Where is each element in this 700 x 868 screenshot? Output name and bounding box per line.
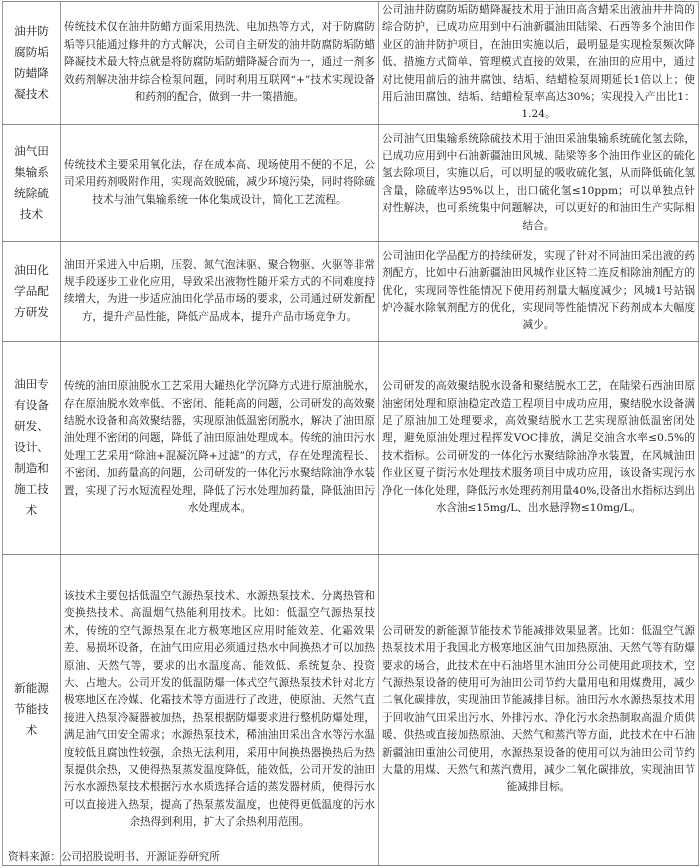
table-row xyxy=(3,2,699,125)
technology-name: 油气田集输系统除硫技术 xyxy=(3,124,61,241)
technology-name: 新能源节能技术 xyxy=(3,554,61,865)
technology-comparison-table xyxy=(2,1,699,866)
traditional-technology-description: 油田开采进入中后期，压裂、氮气泡沫驱、聚合物驱、火驱等非常规手段逐步工业化应用，导致采出液物性随开采方式的不同难度持续增大，为进一步适应油田化学品市场的要求，公司通过研发新配方，提升产品性能，降低产品成本，提升产品市场竞争力。 xyxy=(61,241,379,341)
company-application-description: 公司研发的高效聚结脱水设备和聚结脱水工艺，在陆梁石西油田原油密闭处理和原油稳定改造工程项目中成功应用，聚结脱水设备满足了原油加工处理要求，高效聚结脱水工艺实现原油低温密闭处理，避免原油处理过程挥发VOC排放，满足交油含水率≤0.5%的技术指标。公司研发的一体化污水聚结除油净水装置，在风城油田作业区夏子街污水处理技术服务项目中成功应用，该设备实现污水净化一体化处理，降低污水处理药剂用量40%,设备出水指标达到出水含油≤15mg/L、出水悬浮物≤10mg/L。 xyxy=(379,341,699,554)
company-application-description: 公司油气田集输系统除硫技术用于油田采油集输系统硫化氢去除，已成功应用到中石油新疆油田风城、陆梁等多个油田作业区的硫化氢去除项目，实施以后，可以明显的吸收硫化氢，从而降低硫化氢含量，除硫率达95%以上，出口硫化氢≤10ppm；可以单独点针对性解决，也可系统集中问题解决，可以更好的和油田生产实际相结合。 xyxy=(379,124,699,241)
company-application-description: 公司油田化学品配方的持续研发，实现了针对不同油田采出液的药剂配方，比如中石油新疆油田风城作业区特二连反相除油剂配方的优化，实现同等性能情况下使用药剂量大幅度减少；风城1号站锅炉冷凝水除氧剂配方的优化，实现同等性能情况下药剂成本大幅度减少。 xyxy=(379,241,699,341)
company-application-description: 公司研发的新能源节能技术节能减排效果显著。比如：低温空气源热泵技术用于我国北方极寒地区油气田加热原油、天然气等有防爆要求的场合，此技术在中石油塔里木油田分公司使用此项技术，空气源热泵设备的使用可为油田公司节约大量用电和用煤费用，减少二氧化碳排放，实现油田节能减排目标。油田污水水源热泵技术用于回收油气田采出污水、外排污水、净化污水余热制取高温介质供暖、供热或直接加热原油、天然气和蒸汽等方面，此技术在中石油新疆油田重油公司使用，水源热泵设备的使用可以为油田公司节约大量的用煤、天然气和蒸汽费用，减少二氧化碳排放，实现油田节能减排目标。 xyxy=(379,554,699,865)
table-row xyxy=(3,241,699,341)
document xyxy=(2,1,698,866)
traditional-technology-description: 传统技术主要采用氧化法，存在成本高、现场使用不便的不足，公司采用药剂吸附作用，实现高效脱硫，减少环境污染，同时将除硫技术与油气集输系统一体化集成设计，简化工艺流程。 xyxy=(61,124,379,241)
traditional-technology-description: 该技术主要包括低温空气源热泵技术、水源热泵技术、分离热管和变换热技术、高温烟气热能利用技术。比如：低温空气源热泵技术，传统的空气源热泵在北方极寒地区应用时能效差、化霜效果差、易损坏设备，在油气田应用必须通过热水中间换热才可以加热原油、天然气等，要求的出水温度高、能效低、系统复杂、投资大、占地大。公司开发的低温防爆一体式空气源热泵技术针对北方极寒地区在冷媒、化霜技术等方面进行了改进，使原油、天然气直接进入热泵冷凝器被加热，热泵根据防爆要求进行整机防爆处理，满足油气田安全需求；水源热泵技术，稀油油田采出含水等污水温度较低且腐蚀性较强，余热无法利用，采用中间换热器换热后为热泵提供余热，又使得热泵蒸发温度降低，能效低，公司开发的油田污水水源热泵技术根据污水水质选择合适的蒸发器材质，使得污水可以直接进入热泵，提高了热泵蒸发温度，也使得更低温度的污水余热得到利用，扩大了余热利用范围。 xyxy=(61,554,379,865)
technology-name: 油田专有设备研发、设计、制造和施工技术 xyxy=(3,341,61,554)
traditional-technology-description: 传统的油田原油脱水工艺采用大罐热化学沉降方式进行原油脱水，存在原油脱水效率低、不密闭、能耗高的问题，公司研发的高效聚结脱水设备和高效聚结器，实现原油低温密闭脱水，解决了油田原油处理不密闭的问题，降低了油田原油处理成本。传统的油田污水处理工艺采用“除油+混凝沉降+过滤”的方式，存在处理流程长、不密闭、加药量高的问题，公司研发的一体化污水聚结除油净水装置，实现了污水短流程处理，降低了污水处理加药量，降低油田污水处理成本。 xyxy=(61,341,379,554)
source-note: 资料来源：公司招股说明书、开源证券研究所 xyxy=(8,851,220,863)
company-application-description: 公司油井防腐防垢防蜡降凝技术用于油田高含蜡采出液油井井筒的综合防护，已成功应用到中石油新疆油田陆梁、石西等多个油田作业区的油井防护项目，在油田实施以后，最明显是实现检泵频次降低、措施方式简单、管理模式直接的效果，在油田的应用中，通过对比使用前后的油井腐蚀、结垢、结蜡检泵周期延长1倍以上；使用后油田腐蚀、结垢、结蜡检泵率高达30%；实现投入产出比1：1.24。 xyxy=(379,2,699,125)
traditional-technology-description: 传统技术仅在油井防蜡方面采用热洗、电加热等方式，对于防腐防垢等只能通过修井的方式解决，公司自主研发的油井防腐防垢防蜡降凝技术最大特点就是将防腐防垢防蜡降凝合而为一，通过一剂多效药剂解决油井综合检泵问题，同时利用互联网“+”技术实现设备和药剂的配合，做到一井一策措施。 xyxy=(61,2,379,125)
table-row xyxy=(3,341,699,554)
technology-name: 油田化学品配方研发 xyxy=(3,241,61,341)
table-row xyxy=(3,124,699,241)
technology-name: 油井防腐防垢防蜡降凝技术 xyxy=(3,2,61,125)
table-row xyxy=(3,554,699,865)
